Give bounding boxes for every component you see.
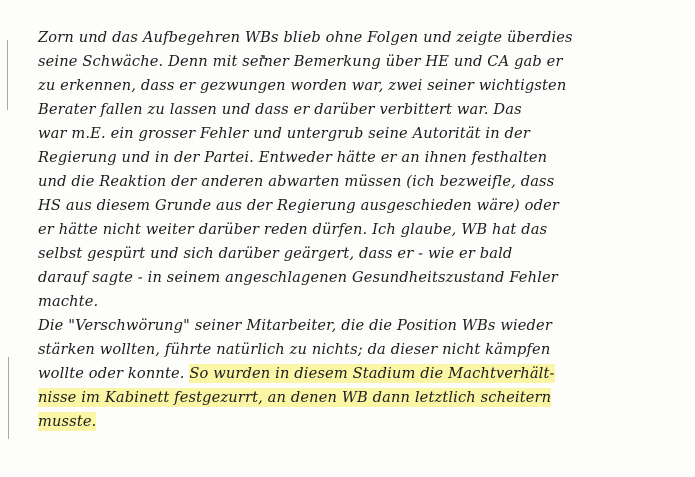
text-line-13: Die "Verschwörung" seiner Mitarbeiter, die die Position WBs wieder <box>38 317 552 334</box>
text-line-5: war m.E. ein grosser Fehler und untergrub seine Autorität in der <box>38 125 530 142</box>
text-line-2: seine Schwäche. Denn mit seiner Bemerkung über HE und CA gab er <box>38 53 563 70</box>
text-line-14: stärken wollten, führte natürlich zu nichts; da dieser nicht kämpfen <box>38 341 551 358</box>
highlighted-text: nisse im Kabinett festgezurrt, an denen WB dann letztlich scheitern <box>38 389 552 406</box>
text-line-7: und die Reaktion der anderen abwarten müssen (ich bezweifle, dass <box>38 173 555 190</box>
text-line-8: HS aus diesem Grunde aus der Regierung ausgeschieden wäre) oder <box>38 197 560 214</box>
text-line-15 <box>38 364 660 384</box>
margin-mark-bottom <box>8 357 9 439</box>
text-line-16 <box>38 388 551 408</box>
text-line-15-plain: wollte oder konnte. <box>38 365 190 382</box>
text-line-9: er hätte nicht weiter darüber reden dürfen. Ich glaube, WB hat das <box>38 221 548 238</box>
text-line-3: zu erkennen, dass er gezwungen worden war, zwei seiner wichtigsten <box>38 77 567 94</box>
text-line-12: machte. <box>38 293 99 310</box>
text-line-1: Zorn und das Aufbegehren WBs blieb ohne Folgen und zeigte überdies <box>38 29 573 46</box>
text-line-17 <box>38 412 96 432</box>
text-line-11: darauf sagte - in seinem angeschlagenen Gesundheitszustand Fehler <box>38 269 558 286</box>
text-line-10: selbst gespürt und sich darüber geärgert, dass er - wie er bald <box>38 245 513 262</box>
highlighted-text: So wurden in diesem Stadium die Machtverhält- <box>189 365 555 382</box>
highlighted-text: musste. <box>38 413 97 430</box>
text-line-6: Regierung und in der Partei. Entweder hätte er an ihnen festhalten <box>38 149 548 166</box>
margin-mark-top <box>7 40 8 110</box>
text-line-4: Berater fallen zu lassen und dass er darüber verbittert war. Das <box>38 101 522 118</box>
